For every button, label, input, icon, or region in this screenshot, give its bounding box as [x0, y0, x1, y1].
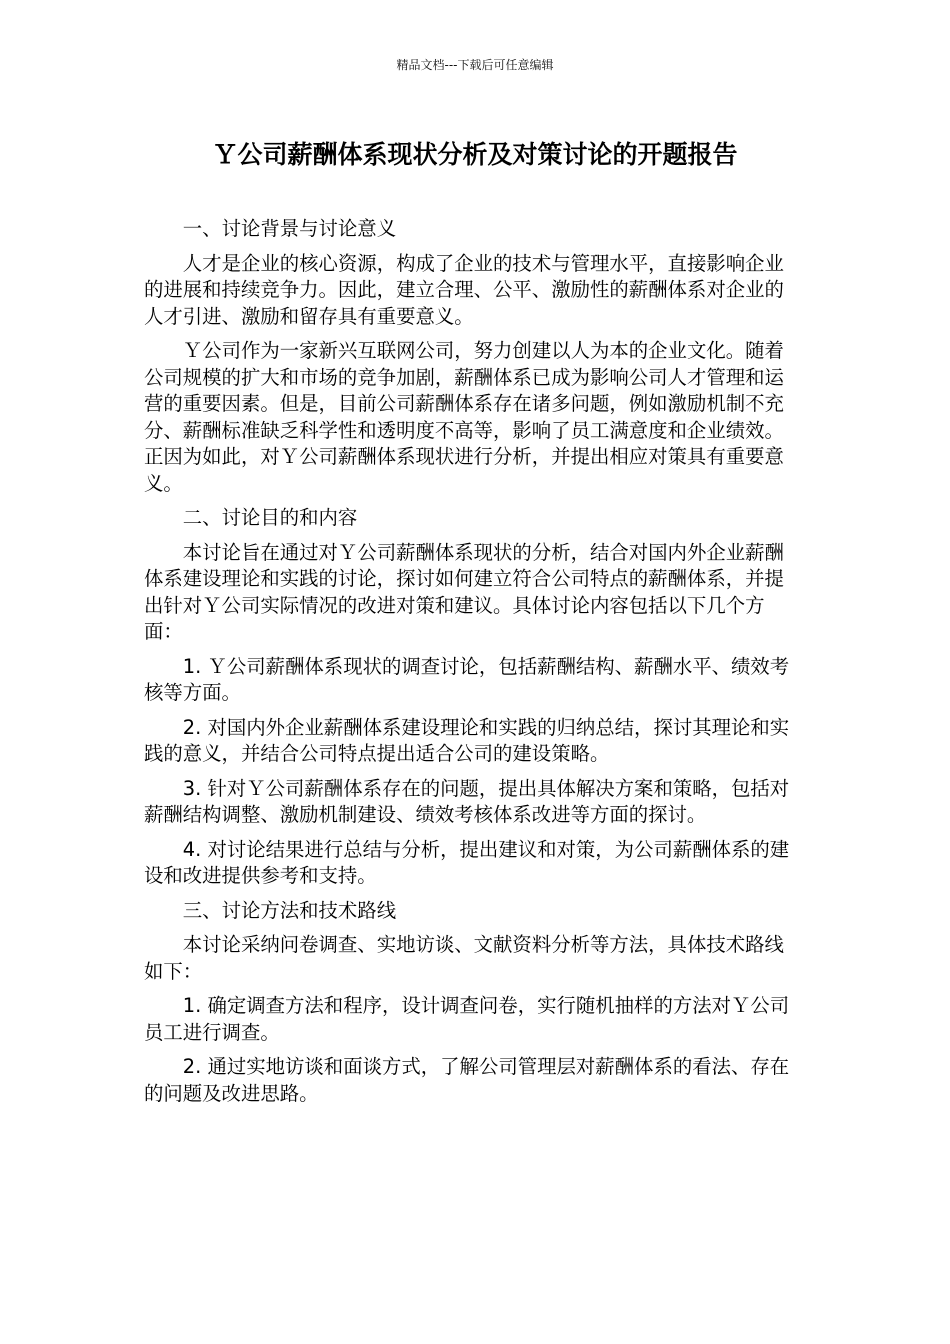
paragraph: 本讨论旨在通过对Ｙ公司薪酬体系现状的分析，结合对国内外企业薪酬体系建设理论和实践的讨论，探讨如何建立符合公司特点的薪酬体系，并提出针对Ｙ公司实际情况的改进对策和建议。具体讨论内容包括以下几个方面：: [144, 540, 784, 643]
list-item: 2. 对国内外企业薪酬体系建设理论和实践的归纳总结，探讨其理论和实践的意义，并结合公司特点提出适合公司的建设策略。: [144, 715, 790, 765]
document-body: [144, 216, 800, 1115]
paragraph: 本讨论采纳问卷调查、实地访谈、文献资料分析等方法，具体技术路线如下：: [144, 933, 784, 983]
list-item: 1. 确定调查方法和程序，设计调查问卷，实行随机抽样的方法对Ｙ公司员工进行调查。: [144, 994, 790, 1044]
document-title: Ｙ公司薪酬体系现状分析及对策讨论的开题报告: [212, 140, 738, 169]
section-heading-methods: 三、讨论方法和技术路线: [182, 898, 397, 922]
list-item: 4. 对讨论结果进行总结与分析，提出建议和对策，为公司薪酬体系的建设和改进提供参考和支持。: [144, 837, 790, 887]
section-heading-background: 一、讨论背景与讨论意义: [182, 217, 397, 240]
paragraph: Ｙ公司作为一家新兴互联网公司，努力创建以人为本的企业文化。随着公司规模的扩大和市场的竞争加剧，薪酬体系已成为影响公司人才管理和运营的重要因素。但是，目前公司薪酬体系存在诸多问题，例如激励机制不充分、薪酬标准缺乏科学性和透明度不高等，影响了员工满意度和企业绩效。正因为如此，对Ｙ公司薪酬体系现状进行分析，并提出相应对策具有重要意义。: [144, 339, 784, 495]
list-item: 2. 通过实地访谈和面谈方式，了解公司管理层对薪酬体系的看法、存在的问题及改进思路。: [144, 1055, 790, 1105]
list-item: 3. 针对Ｙ公司薪酬体系存在的问题，提出具体解决方案和策略，包括对薪酬结构调整、激励机制建设、绩效考核体系改进等方面的探讨。: [144, 776, 790, 826]
section-heading-purpose: 二、讨论目的和内容: [182, 506, 358, 529]
paragraph: 人才是企业的核心资源，构成了企业的技术与管理水平，直接影响企业的进展和持续竞争力。因此，建立合理、公平、激励性的薪酬体系对企业的人才引进、激励和留存具有重要意义。: [144, 251, 784, 328]
header-note: 精品文档---下载后可任意编辑: [396, 58, 554, 72]
list-item: 1. Ｙ公司薪酬体系现状的调查讨论，包括薪酬结构、薪酬水平、绩效考核等方面。: [144, 654, 790, 704]
